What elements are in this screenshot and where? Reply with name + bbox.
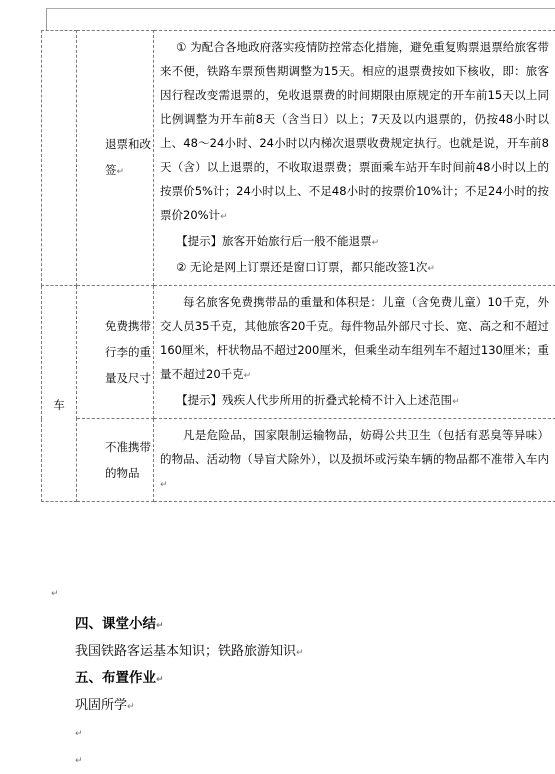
banned-items-content [154, 419, 555, 502]
refund-content [154, 31, 555, 286]
lesson-sections [41, 576, 541, 774]
paragraph-mark: ↵ [41, 720, 541, 747]
row-label-refund: 退票和改签↵ [77, 31, 154, 286]
section-heading-homework: 五、布置作业↵ [41, 666, 541, 693]
banned-items-text: 凡是危险品，国家限制运输物品，妨碍公共卫生（包括有恶臭等异味）的物品、活动物（导盲犬除外），以及损坏或污染车辆的物品都不准带入车内↵ [160, 423, 549, 497]
table-row [42, 419, 555, 502]
summary-text: 我国铁路客运基本知识；铁路旅游知识↵ [41, 639, 541, 666]
homework-text: 巩固所学↵ [41, 693, 541, 720]
refund-paragraph-1: ① 为配合各地政府落实疫情防控常态化措施，避免重复购票退票给旅客带来不便，铁路车票预售期调整为15天。相应的退票费按如下核收，即：旅客因行程改变需退票的，免收退票费的时间期限由原规定的开车前15天以上同比例调整为开车前8天（含当日）以上；7天及以内退票的，仍按48小时以上、48～24小时、24小时以内梯次退票收费规定执行。也就是说，开车前8天（含）以上退票的，不收取退票费；票面乘车站开车时间前48小时以上的按票价5%计；24小时以上、不足48小时的按票价10%计；不足24小时的按票价20%计↵ [160, 35, 549, 229]
info-table [41, 30, 555, 502]
refund-paragraph-2: ② 无论是网上订票还是窗口订票，都只能改签1次↵ [160, 255, 549, 281]
paragraph-mark: ↵ [41, 747, 541, 774]
row-label-banned-items: 不准携带的物品 [77, 419, 154, 502]
paragraph-mark: ↵ [41, 585, 541, 603]
table-row [42, 286, 555, 419]
free-luggage-content [154, 286, 555, 419]
table-top-border [46, 8, 555, 31]
refund-tip: 【提示】旅客开始旅行后一般不能退票↵ [160, 229, 549, 255]
category-cell-luggage: 车 [42, 286, 77, 502]
free-luggage-text: 每名旅客免费携带品的重量和体积是：儿童（含免费儿童）10千克，外交人员35千克，其他旅客20千克。每件物品外部尺寸长、宽、高之和不超过160厘米，杆状物品不超过200厘米，但乘坐动车组列车不超过130厘米；重量不超过20千克↵ [160, 290, 549, 388]
section-heading-summary: 四、课堂小结↵ [41, 612, 541, 639]
row-label-free-luggage: 免费携带行李的重量及尺寸 [77, 286, 154, 419]
category-cell-empty [42, 31, 77, 286]
table-row [42, 31, 555, 286]
free-luggage-tip: 【提示】残疾人代步所用的折叠式轮椅不计入上述范围↵ [160, 388, 549, 414]
